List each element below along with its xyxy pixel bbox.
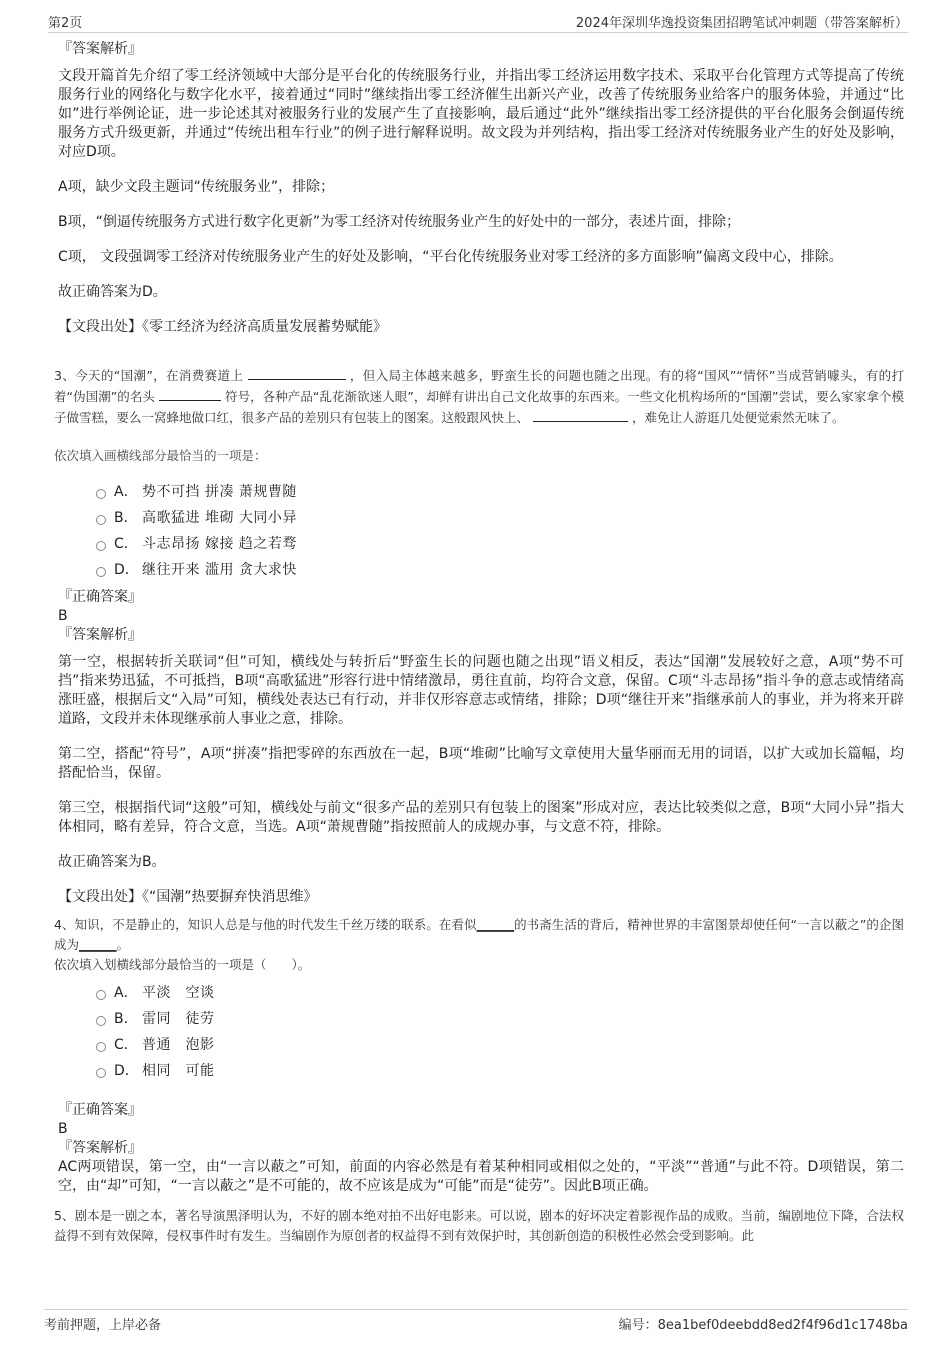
q3-option-c[interactable] <box>96 530 904 556</box>
q4-option-c[interactable] <box>96 1031 904 1057</box>
option-text: 高歌猛进 堆砌 大同小异 <box>142 510 297 526</box>
page-content <box>54 40 904 1246</box>
option-letter: D． <box>114 1063 139 1079</box>
radio-icon[interactable] <box>96 489 106 499</box>
q3-blank-2 <box>159 386 221 401</box>
option-letter: C． <box>114 536 138 552</box>
q4-text-3: 。 <box>116 937 130 952</box>
q4-prompt: 依次填入划横线部分最恰当的一项是（ ）。 <box>54 957 311 972</box>
q4-option-b[interactable] <box>96 1005 904 1031</box>
option-text: 继往开来 滥用 贪大求快 <box>142 562 297 578</box>
option-text: 雷同 徒劳 <box>142 1011 215 1027</box>
q3-analysis-1: 第一空，根据转折关联词“但”可知，横线处与转折后“野蛮生长的问题也随之出现”语义相反，表达“国潮”发展较好之意，A项“势不可挡”指来势迅猛，不可抵挡，B项“高歌猛进”形容行进中情绪激昂，勇往直前，均符合文意，保留。C项“斗志昂扬”指斗争的意志或情绪高涨旺盛，根据后文“入局”可知，横线处表达已有行动，并非仅形容意志或情绪，排除；D项“继往开来”指继承前人的事业，并为将来开辟道路，文段并未体现继承前人事业之意，排除。 <box>58 654 904 727</box>
q4-analysis: AC两项错误，第一空，由“一言以蔽之”可知，前面的内容必然是有着某种相同或相似之处的，“平淡”“普通”与此不符。D项错误，第二空，由“却”可知，“一言以蔽之”是不可能的，故不应该是成为“可能”而是“徒劳”。因此B项正确。 <box>58 1159 904 1194</box>
q4-option-a[interactable] <box>96 979 904 1005</box>
q2-option-c-note: C项， 文段强调零工经济对传统服务业产生的好处及影响，“平台化传统服务业对零工经济的多方面影响”偏离文段中心，排除。 <box>58 249 843 265</box>
q4-blank-1: ______ <box>476 917 515 932</box>
q3-answer: B <box>58 608 68 624</box>
q4-answer: B <box>58 1121 68 1137</box>
option-text: 普通 泡影 <box>142 1037 215 1053</box>
q3-option-a[interactable] <box>96 478 904 504</box>
option-letter: B． <box>114 1011 138 1027</box>
question-4-stem <box>54 915 904 955</box>
option-text: 斗志昂扬 嫁接 趋之若骛 <box>142 536 297 552</box>
q3-analysis-2: 第二空，搭配“符号”，A项“拼凑”指把零碎的东西放在一起，B项“堆砌”比喻写文章使用大量华丽而无用的词语，以扩大或加长篇幅，均搭配恰当，保留。 <box>58 746 904 781</box>
document-title: 2024年深圳华逸投资集团招聘笔试冲刺题（带答案解析） <box>575 16 908 31</box>
q3-answer-label: 『正确答案』 <box>58 589 142 605</box>
radio-icon[interactable] <box>96 1068 106 1078</box>
radio-icon[interactable] <box>96 1042 106 1052</box>
q2-option-b-note: B项，“倒逼传统服务方式进行数字化更新”为零工经济对传统服务业产生的好处中的一部分，表述片面，排除； <box>58 214 741 230</box>
option-text: 相同 可能 <box>142 1063 215 1079</box>
q4-text-2: 的书斋生活的背后，精神世界的丰富图景却使任何“一言以蔽之”的企图成为 <box>54 917 904 952</box>
page-footer <box>44 1309 908 1333</box>
q4-analysis-label: 『答案解析』 <box>58 1140 142 1156</box>
radio-icon[interactable] <box>96 541 106 551</box>
q3-analysis-label: 『答案解析』 <box>58 627 142 643</box>
q3-text-2: ，但入局主体越来越多，野蛮生长的问题也随之出现。有的将“国风”“情怀”当成营销噱头，有的打着“伪国潮”的名头 <box>54 368 904 404</box>
q3-options <box>54 478 904 582</box>
q4-answer-label: 『正确答案』 <box>58 1102 142 1118</box>
q4-text-1: 4、知识，不是静止的，知识人总是与他的时代发生千丝万缕的联系。在看似 <box>54 917 477 932</box>
q4-options <box>54 979 904 1083</box>
radio-icon[interactable] <box>96 990 106 1000</box>
q4-blank-2: ______ <box>79 937 117 952</box>
question-3-stem <box>54 365 904 428</box>
q3-option-b[interactable] <box>96 504 904 530</box>
page-header <box>48 10 908 33</box>
question-5-stem: 5、剧本是一剧之本，著名导演黑泽明认为，不好的剧本绝对拍不出好电影来。可以说，剧本的好坏决定着影视作品的成败。当前，编剧地位下降，合法权益得不到有效保障，侵权事件时有发生。当编剧作为原创者的权益得不到有效保护时，其创新创造的积极性必然会受到影响。此 <box>54 1208 904 1243</box>
q2-conclusion: 故正确答案为D。 <box>58 284 167 300</box>
q2-analysis: 文段开篇首先介绍了零工经济领域中大部分是平台化的传统服务行业，并指出零工经济运用数字技术、采取平台化管理方式等提高了传统服务行业的网络化与数字化水平，接着通过“同时”继续指出零工经济催生出新兴产业，改善了传统服务业给客户的服务体验，并通过“比如”进行举例论证，进一步论述其对被服务行业的发展产生了直接影响，最后通过“此外”继续指出零工经济提供的平台化服务会倒逼传统服务方式升级更新，并通过“传统出租车行业”的例子进行解释说明。故文段为并列结构，指出零工经济对传统服务业产生的好处及影响，对应D项。 <box>58 68 904 160</box>
q2-source: 【文段出处】《零工经济为经济高质量发展蓄势赋能》 <box>58 319 387 335</box>
option-letter: B． <box>114 510 138 526</box>
q3-prompt: 依次填入画横线部分最恰当的一项是： <box>54 448 267 463</box>
option-letter: D． <box>114 562 139 578</box>
q3-source: 【文段出处】《“国潮”热要摒弃快消思维》 <box>58 889 318 905</box>
q3-blank-3 <box>533 407 628 422</box>
q3-text-4: ，难免让人游逛几处便觉索然无味了。 <box>631 410 845 425</box>
document-id: 编号：8ea1bef0deebdd8ed2f4f96d1c1748ba <box>618 1318 908 1333</box>
option-text: 势不可挡 拼凑 萧规曹随 <box>142 484 297 500</box>
q3-text-1: 3、今天的“国潮”，在消费赛道上 <box>54 368 244 383</box>
page-number: 第2页 <box>48 16 83 31</box>
q2-analysis-label: 『答案解析』 <box>58 41 142 57</box>
radio-icon[interactable] <box>96 1016 106 1026</box>
option-text: 平淡 空谈 <box>142 985 215 1001</box>
q3-analysis-3: 第三空，根据指代词“这般”可知，横线处与前文“很多产品的差别只有包装上的图案”形成对应，表达比较类似之意，B项“大同小异”指大体相同，略有差异，符合文意，当选。A项“萧规曹随”指按照前人的成规办事，与文意不符，排除。 <box>58 800 904 835</box>
q3-option-d[interactable] <box>96 556 904 582</box>
q4-option-d[interactable] <box>96 1057 904 1083</box>
footer-slogan: 考前押题，上岸必备 <box>44 1318 162 1333</box>
q3-text-3: 符号，各种产品“乱花渐欲迷人眼”，却鲜有讲出自己文化故事的东西来。一些文化机构场所的“国潮”尝试，要么家家拿个模子做雪糕，要么一窝蜂地做口红，很多产品的差别只有包装上的图案。这般跟风快上、 <box>54 389 904 425</box>
q3-conclusion: 故正确答案为B。 <box>58 854 166 870</box>
q2-option-a-note: A项，缺少文段主题词“传统服务业”，排除； <box>58 179 335 195</box>
option-letter: C． <box>114 1037 138 1053</box>
radio-icon[interactable] <box>96 515 106 525</box>
option-letter: A． <box>114 484 138 500</box>
q3-blank-1 <box>248 365 346 380</box>
option-letter: A． <box>114 985 138 1001</box>
radio-icon[interactable] <box>96 567 106 577</box>
